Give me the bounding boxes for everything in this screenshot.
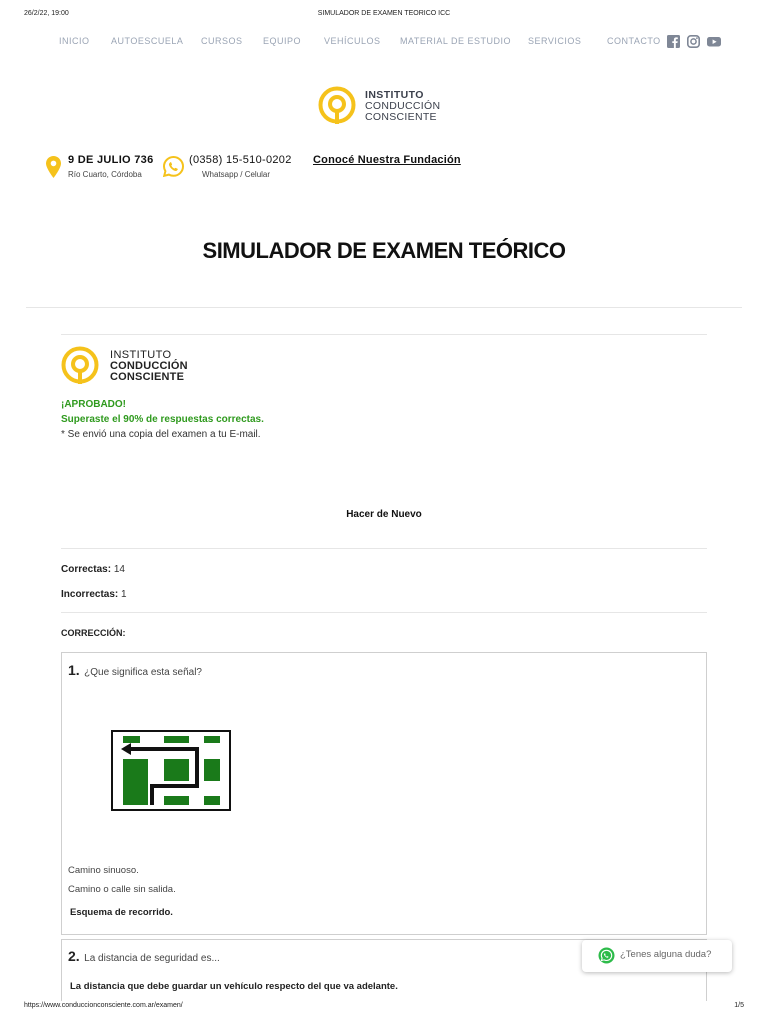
print-page-number: 1/5 <box>734 1002 744 1009</box>
question-card <box>61 652 707 935</box>
logo-mark-icon <box>60 346 100 386</box>
city: Río Cuarto, Córdoba <box>68 170 142 179</box>
divider <box>26 307 742 308</box>
question-number: 1. <box>68 662 80 678</box>
question-number: 2. <box>68 948 80 964</box>
print-datetime: 26/2/22, 19:00 <box>24 10 69 17</box>
facebook-icon[interactable] <box>667 35 680 48</box>
incorrect-count <box>61 589 127 600</box>
logo-line-2: CONDUCCIÓN <box>110 360 188 372</box>
result-status: ¡APROBADO! <box>61 399 126 410</box>
correct-label: Correctas: <box>61 564 112 575</box>
incorrect-value: 1 <box>121 589 127 600</box>
print-header <box>24 10 744 22</box>
divider <box>61 612 707 613</box>
help-label: ¿Tenes alguna duda? <box>620 949 712 960</box>
logo-line-1: INSTITUTO <box>110 349 172 361</box>
nav-item-autoescuela[interactable]: AUTOESCUELA <box>111 36 184 46</box>
correct-count <box>61 564 125 575</box>
whatsapp-icon <box>598 947 615 964</box>
nav-item-vehiculos[interactable]: VEHÍCULOS <box>324 36 381 46</box>
phone-subtitle: Whatsapp / Celular <box>202 170 271 179</box>
nav-item-material-de-estudio[interactable]: MATERIAL DE ESTUDIO <box>400 36 512 46</box>
whatsapp-icon[interactable] <box>163 156 184 177</box>
main-nav <box>0 36 768 50</box>
result-message: Superaste el 90% de respuestas correctas. <box>61 414 264 425</box>
answer-option: Camino o calle sin salida. <box>68 884 176 895</box>
print-footer <box>24 1002 744 1012</box>
nav-item-cursos[interactable]: CURSOS <box>201 36 243 46</box>
question-header <box>68 662 202 680</box>
question-text: ¿Que significa esta señal? <box>84 667 202 678</box>
logo-line-3: CONSCIENTE <box>365 111 437 123</box>
print-doc-title: SIMULADOR DE EXAMEN TEORICO ICC <box>317 10 451 17</box>
logo-line-3: CONSCIENTE <box>110 371 185 383</box>
address: 9 DE JULIO 736 <box>68 154 154 166</box>
nav-item-servicios[interactable]: SERVICIOS <box>528 36 582 46</box>
phone-block <box>189 154 292 179</box>
correct-answer: Esquema de recorrido. <box>70 907 173 918</box>
site-logo[interactable] <box>318 86 458 128</box>
page-title: SIMULADOR DE EXAMEN TEÓRICO <box>202 238 566 263</box>
correccion-heading: CORRECCIÓN: <box>61 628 126 638</box>
exam-logo <box>60 346 210 386</box>
nav-item-equipo[interactable]: EQUIPO <box>263 36 302 46</box>
incorrect-label: Incorrectas: <box>61 589 119 600</box>
result-note: * Se envió una copia del examen a tu E-mail. <box>61 429 261 440</box>
instagram-icon[interactable] <box>687 35 700 48</box>
print-url: https://www.conduccionconsciente.com.ar/examen/ <box>24 1002 183 1009</box>
whatsapp-help-widget[interactable] <box>582 940 732 972</box>
correct-answer: La distancia que debe guardar un vehículo respecto del que va adelante. <box>70 981 398 992</box>
exam-result <box>61 397 264 442</box>
phone-number[interactable]: (0358) 15-510-0202 <box>189 154 292 166</box>
redo-button[interactable]: Hacer de Nuevo <box>346 509 422 520</box>
fundacion-link[interactable]: Conocé Nuestra Fundación <box>313 154 461 166</box>
logo-line-1: INSTITUTO <box>365 89 424 101</box>
correct-value: 14 <box>113 564 125 575</box>
youtube-icon[interactable] <box>707 35 721 48</box>
nav-item-inicio[interactable]: INICIO <box>59 36 90 46</box>
logo-line-2: CONDUCCIÓN <box>365 100 441 112</box>
location-pin-icon <box>46 156 61 178</box>
nav-item-contacto[interactable]: CONTACTO <box>607 36 661 46</box>
question-header <box>68 948 220 966</box>
divider <box>61 334 707 335</box>
divider <box>61 548 707 549</box>
logo-mark-icon <box>318 86 356 126</box>
route-scheme-sign-image <box>111 730 231 811</box>
address-block <box>68 154 154 179</box>
answer-option: Camino sinuoso. <box>68 865 139 876</box>
question-text: La distancia de seguridad es... <box>84 953 220 964</box>
